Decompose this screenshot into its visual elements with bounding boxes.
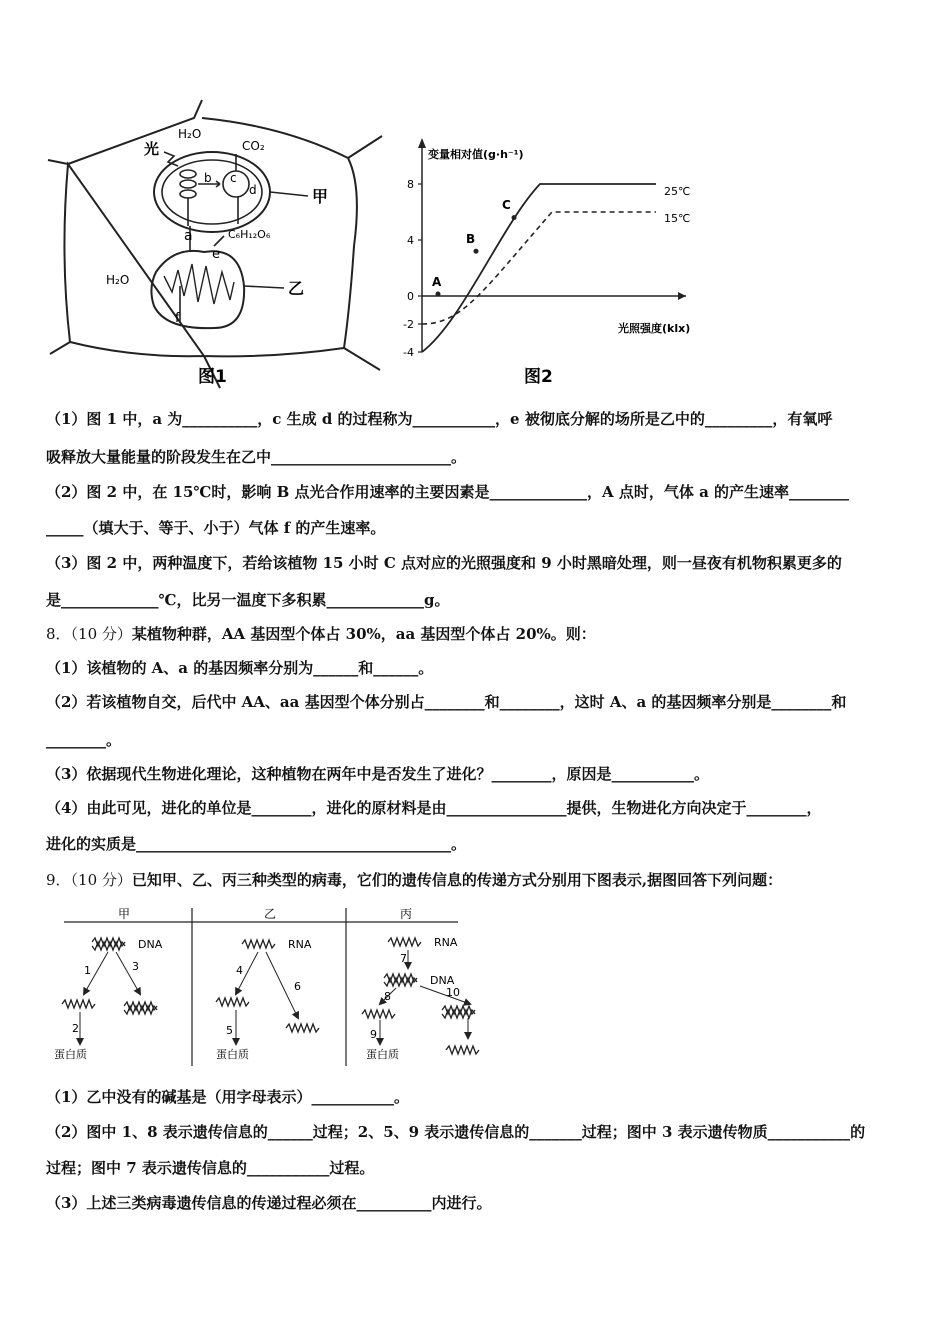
fig3-step-5: 5 xyxy=(226,1024,233,1037)
fig3-step-7: 7 xyxy=(400,952,407,965)
y-tick-label: 4 xyxy=(407,234,414,247)
q8-part3: （3）依据现代生物进化理论，这种植物在两年中是否发生了进化？________，原因是___________。 xyxy=(46,765,709,783)
q9-part3: （3）上述三类病毒遗传信息的传递过程必须在__________内进行。 xyxy=(46,1194,492,1212)
q7-part2-line2: _____（填大于、等于、小于）气体 f 的产生速率。 xyxy=(46,519,386,537)
y-tick-label: -4 xyxy=(403,346,414,359)
q8-stem: 某植物种群，AA 基因型个体占 30%，aa 基因型个体占 20%。则： xyxy=(131,625,596,643)
q8-part1: （1）该植物的 A、a 的基因频率分别为______和______。 xyxy=(46,659,434,677)
fig3-header-bing: 丙 xyxy=(400,907,413,921)
q8-part2-line1: （2）若该植物自交，后代中 AA、aa 基因型个体分别占________和________，这时 A、a 的基因频率分别是________和 xyxy=(46,693,847,711)
fig1-caption: 图1 xyxy=(198,367,227,387)
q8-part4-line1: （4）由此可见，进化的单位是________，进化的原材料是由________________提供，生物进化方向决定于________， xyxy=(46,799,822,817)
fig2-legend-25: 25℃ xyxy=(664,185,691,198)
fig3-yi-rna: RNA xyxy=(288,938,312,951)
q7-part3-line2: 是_____________℃，比另一温度下多积累_____________g。 xyxy=(46,591,450,609)
fig1-e-label: e xyxy=(212,247,220,262)
y-tick-label: -2 xyxy=(403,318,414,331)
fig1-h2o-left-label: H₂O xyxy=(106,273,130,287)
fig1-light-label: 光 xyxy=(144,140,160,158)
series-25c-line xyxy=(422,212,656,324)
y-tick-label: 0 xyxy=(407,290,414,303)
fig3-jia-dna: DNA xyxy=(138,938,163,951)
q9-part2-line2: 过程；图中 7 表示遗传信息的___________过程。 xyxy=(46,1159,375,1177)
q9-score: （10 分） xyxy=(70,871,132,889)
fig3-step-3: 3 xyxy=(132,960,139,973)
x-axis-arrow xyxy=(678,292,686,300)
point-label-B: B xyxy=(466,231,476,246)
fig1-jia-label: 甲 xyxy=(312,187,329,206)
q8-score: （10 分） xyxy=(70,625,132,643)
fig3-step-4: 4 xyxy=(236,964,243,977)
y-tick-label: 8 xyxy=(407,178,414,191)
q8-part4-line2: 进化的实质是__________________________________________。 xyxy=(46,835,467,853)
fig3-step-6: 6 xyxy=(294,980,301,993)
fig1-b-label: b xyxy=(204,171,212,185)
q9-part1: （1）乙中没有的碱基是（用字母表示）___________。 xyxy=(46,1088,409,1106)
fig3-header-jia: 甲 xyxy=(118,907,131,921)
fig1-c-label: c xyxy=(230,171,237,185)
fig2-ylabel: 变量相对值(g·h⁻¹) xyxy=(428,148,524,161)
fig3-step-9: 9 xyxy=(370,1028,377,1041)
point-C xyxy=(512,215,517,220)
fig3-step-2: 2 xyxy=(72,1022,79,1035)
q9-number: 9． xyxy=(46,871,71,889)
point-label-A: A xyxy=(432,275,442,289)
q7-part1-line1: （1）图 1 中，a 为__________，c 生成 d 的过程称为___________，e 被彻底分解的场所是乙中的_________，有氧呼 xyxy=(46,410,833,428)
q8-part2-line2: ________。 xyxy=(46,731,122,749)
fig3-yi-protein: 蛋白质 xyxy=(216,1048,249,1061)
fig1-sugar-label: C₆H₁₂O₆ xyxy=(228,228,271,241)
fig3-bing-dna: DNA xyxy=(430,974,455,987)
q7-part2-line1: （2）图 2 中，在 15℃时，影响 B 点光合作用速率的主要因素是_____________，A 点时，气体 a 的产生速率________ xyxy=(46,483,850,501)
figure-3-virus-diagram xyxy=(50,904,520,1068)
fig1-f-label: f xyxy=(175,311,180,326)
figure-1-cell-diagram xyxy=(44,96,384,392)
fig1-d-label: d xyxy=(249,183,257,197)
fig3-bing-rna: RNA xyxy=(434,936,458,949)
fig1-yi-label: 乙 xyxy=(288,279,305,298)
q9-stem-line xyxy=(46,869,916,891)
point-label-C: C xyxy=(502,198,511,213)
q7-part3-line1: （3）图 2 中，两种温度下，若给该植物 15 小时 C 点对应的光照强度和 9 小时黑暗处理，则一昼夜有机物积累更多的 xyxy=(46,554,842,572)
fig2-xlabel: 光照强度(klx) xyxy=(618,322,691,335)
fig1-h2o-top-label: H₂O xyxy=(178,127,202,141)
q8-stem-line xyxy=(46,623,916,645)
fig3-step-10: 10 xyxy=(446,986,460,999)
fig1-a-label: a xyxy=(184,228,193,244)
fig2-caption: 图2 xyxy=(524,367,553,387)
figure-2-chart xyxy=(394,96,714,392)
fig3-step-1: 1 xyxy=(84,964,91,977)
fig3-bing-protein: 蛋白质 xyxy=(366,1048,399,1061)
q8-number: 8． xyxy=(46,625,71,643)
fig1-co2-label: CO₂ xyxy=(242,139,265,153)
y-axis-arrow xyxy=(418,138,426,148)
q9-part2-line1: （2）图中 1、8 表示遗传信息的______过程；2、5、9 表示遗传信息的_______过程；图中 3 表示遗传物质___________的 xyxy=(46,1123,866,1141)
q9-stem: 已知甲、乙、丙三种类型的病毒，它们的遗传信息的传递方式分别用下图表示,据图回答下列问题： xyxy=(131,871,783,889)
point-A xyxy=(436,292,441,297)
fig2-legend-15: 15℃ xyxy=(664,212,691,225)
point-B xyxy=(474,249,479,254)
fig3-jia-protein: 蛋白质 xyxy=(54,1048,87,1061)
fig3-header-yi: 乙 xyxy=(264,907,277,921)
fig3-step-8: 8 xyxy=(384,990,391,1003)
q7-part1-line2: 吸释放大量能量的阶段发生在乙中________________________。 xyxy=(46,448,467,466)
